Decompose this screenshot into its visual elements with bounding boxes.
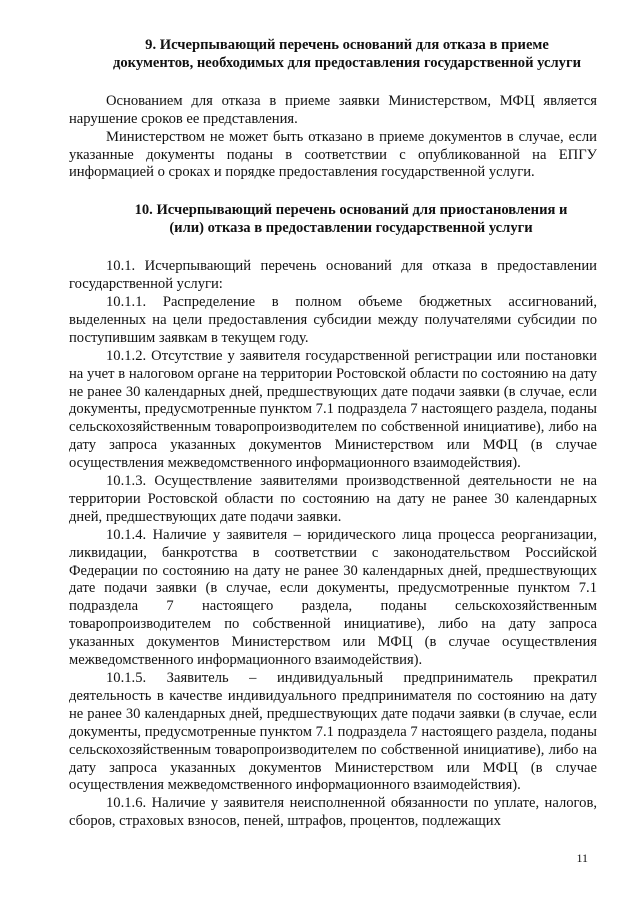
paragraph-10-1: 10.1. Исчерпывающий перечень оснований для отказа в предоставлении государственной услуги:: [69, 258, 597, 293]
paragraph-10-1-4: 10.1.4. Наличие у заявителя – юридического лица процесса реорганизации, ликвидации, банкротства в соответствии с законодательством Российской Федерации по состоянию на дату не ранее 30 календарных дней, предшествующих дате подачи заявки (в случае, если документы, предусмотренные пунктом 7.1 подраздела 7 настоящего раздела, поданы сельскохозяйственным товаропроизводителем по собственной инициативе), либо на дату запроса указанных документов Министерством или МФЦ (в случае осуществления межведомственного информационного взаимодействия).: [69, 526, 597, 669]
paragraph-10-1-5: 10.1.5. Заявитель – индивидуальный предприниматель прекратил деятельность в качестве индивидуального предпринимателя по состоянию на дату не ранее 30 календарных дней, предшествующих дате подачи заявки (в случае, если документы, предусмотренные пунктом 7.1 подраздела 7 настоящего раздела, поданы сельскохозяйственным товаропроизводителем по собственной инициативе), либо на дату запроса указанных документов Министерством или МФЦ (в случае осуществления межведомственного информационного взаимодействия).: [69, 670, 597, 794]
paragraph-10-1-3: 10.1.3. Осуществление заявителями производственной деятельности не на территории Ростовской области по состоянию на дату не ранее 30 календарных дней, предшествующих дате подачи заявки.: [69, 473, 597, 525]
spacer: [69, 238, 597, 258]
section-10-body: [69, 258, 597, 831]
spacer: [69, 73, 597, 93]
paragraph-10-1-2: 10.1.2. Отсутствие у заявителя государственной регистрации или постановки на учет в налоговом органе на территории Ростовской области по состоянию на дату не ранее 30 календарных дней, предшествующих дате подачи заявки (в случае, если документы, предусмотренные пунктом 7.1 подраздела 7 настоящего раздела, поданы сельскохозяйственным товаропроизводителем по собственной инициативе), либо на дату запроса указанных документов Министерством или МФЦ (в случае осуществления межведомственного информационного взаимодействия).: [69, 347, 597, 472]
paragraph-10-1-6: 10.1.6. Наличие у заявителя неисполненной обязанности по уплате, налогов, сборов, страховых взносов, пеней, штрафов, процентов, подлежащих: [69, 795, 597, 830]
section-10-heading-line-1: 10. Исчерпывающий перечень оснований для приостановления и: [134, 202, 568, 219]
spacer: [69, 182, 597, 202]
section-9-paragraph-2: Министерством не может быть отказано в приеме документов в случае, если указанные документы поданы в соответствии с опубликованной на ЕПГУ информацией о сроках и порядке предоставления государственной услуги.: [69, 128, 597, 181]
page-number: 11: [576, 851, 588, 865]
section-10-heading-line-2: (или) отказа в предоставлении государственной услуги: [169, 220, 533, 237]
section-9-heading-line-1: 9. Исчерпывающий перечень оснований для отказа в приеме: [145, 37, 549, 53]
page-content: [69, 37, 597, 831]
paragraph-10-1-1: 10.1.1. Распределение в полном объеме бюджетных ассигнований, выделенных на цели предоставления субсидии между получателями субсидии по поступившим заявкам в текущем году.: [69, 293, 597, 346]
section-9-heading: [69, 37, 597, 73]
section-9-body: [69, 93, 597, 183]
section-10-heading: [69, 202, 597, 238]
section-9-paragraph-1: Основанием для отказа в приеме заявки Министерством, МФЦ является нарушение сроков ее представления.: [69, 92, 597, 127]
section-9-heading-line-2: документов, необходимых для предоставления государственной услуги: [113, 54, 581, 71]
